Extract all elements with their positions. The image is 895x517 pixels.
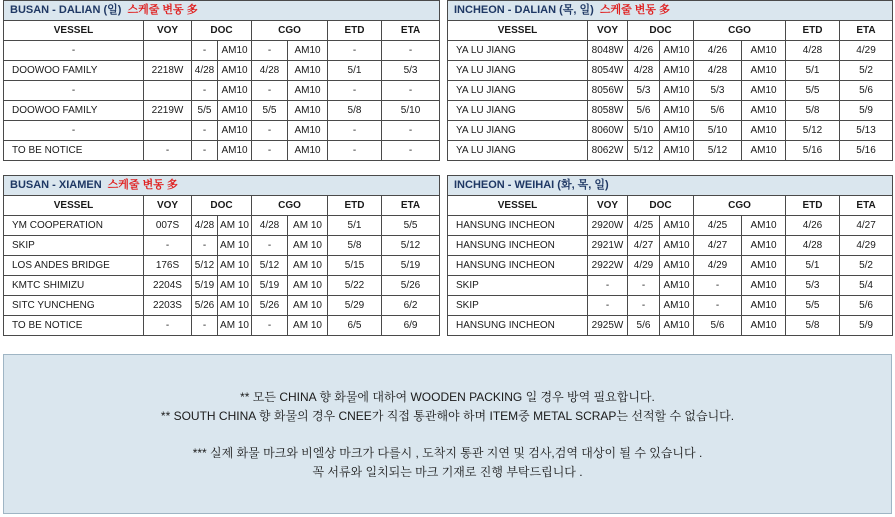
cell-voy: 2203S <box>144 296 192 316</box>
cell-vessel: HANSUNG INCHEON <box>448 256 588 276</box>
cell-cgo-time: AM10 <box>288 141 328 161</box>
cell-doc-date: 4/28 <box>628 61 660 81</box>
cell-cgo-date: - <box>252 141 288 161</box>
cell-vessel: DOOWOO FAMILY <box>4 101 144 121</box>
cell-eta: 5/19 <box>382 256 440 276</box>
cell-eta: 6/9 <box>382 316 440 336</box>
cell-eta: 5/6 <box>840 296 893 316</box>
header-doc: DOC <box>192 196 252 216</box>
cell-voy: - <box>588 276 628 296</box>
header-doc: DOC <box>192 21 252 41</box>
header-vessel: VESSEL <box>4 21 144 41</box>
header-voy: VOY <box>588 21 628 41</box>
table-row <box>4 216 440 236</box>
header-eta: ETA <box>840 196 893 216</box>
cell-doc-date: 4/28 <box>192 216 218 236</box>
cell-cgo-date: 4/26 <box>694 41 742 61</box>
table-row <box>4 256 440 276</box>
table-row <box>4 121 440 141</box>
cell-voy: 176S <box>144 256 192 276</box>
route-name: BUSAN - DALIAN (일) <box>10 4 122 16</box>
cell-cgo-date: - <box>252 236 288 256</box>
cell-voy: 2925W <box>588 316 628 336</box>
panel-busan-xiamen <box>3 175 439 336</box>
cell-eta: 5/13 <box>840 121 893 141</box>
cell-cgo-date: 5/3 <box>694 81 742 101</box>
cell-cgo-time: AM 10 <box>288 316 328 336</box>
cell-doc-time: AM10 <box>660 216 694 236</box>
cell-doc-time: AM10 <box>218 61 252 81</box>
header-voy: VOY <box>588 196 628 216</box>
notice-line-1: ** 모든 CHINA 향 화물에 대하여 WOODEN PACKING 일 경우 방역 필요합니다. <box>240 390 655 404</box>
header-vessel: VESSEL <box>4 196 144 216</box>
cell-doc-date: 5/26 <box>192 296 218 316</box>
cell-etd: 5/1 <box>328 61 382 81</box>
panel-incheon-dalian <box>447 0 892 161</box>
cell-cgo-date: 4/28 <box>252 216 288 236</box>
panel-busan-dalian <box>3 0 439 161</box>
route-title-row <box>448 1 893 21</box>
cell-doc-date: 4/27 <box>628 236 660 256</box>
cell-doc-date: - <box>192 81 218 101</box>
header-etd: ETD <box>786 196 840 216</box>
cell-doc-date: 4/26 <box>628 41 660 61</box>
table-row <box>4 296 440 316</box>
cell-doc-date: 5/5 <box>192 101 218 121</box>
route-name: INCHEON - DALIAN (목, 일) <box>454 4 594 16</box>
header-eta: ETA <box>382 196 440 216</box>
header-row <box>4 196 440 216</box>
cell-doc-time: AM10 <box>218 81 252 101</box>
cell-voy: 8060W <box>588 121 628 141</box>
cell-doc-time: AM10 <box>660 81 694 101</box>
cell-voy: - <box>144 236 192 256</box>
cell-cgo-date: 5/5 <box>252 101 288 121</box>
cell-voy: 2204S <box>144 276 192 296</box>
cell-doc-date: 5/12 <box>628 141 660 161</box>
table-row <box>4 141 440 161</box>
cell-doc-time: AM10 <box>660 236 694 256</box>
cell-vessel: - <box>4 41 144 61</box>
table-row <box>4 101 440 121</box>
cell-doc-time: AM10 <box>660 41 694 61</box>
cell-doc-time: AM10 <box>218 41 252 61</box>
cell-eta: 5/4 <box>840 276 893 296</box>
cell-cgo-time: AM10 <box>742 296 786 316</box>
schedule-warning: 스케줄 변동 多 <box>107 179 178 191</box>
route-title-row <box>4 1 440 21</box>
table-row <box>448 61 893 81</box>
cell-cgo-date: 4/28 <box>694 61 742 81</box>
header-cgo: CGO <box>694 21 786 41</box>
header-cgo: CGO <box>252 196 328 216</box>
cell-etd: 5/15 <box>328 256 382 276</box>
cell-doc-date: 4/25 <box>628 216 660 236</box>
cell-eta: - <box>382 81 440 101</box>
cell-vessel: HANSUNG INCHEON <box>448 316 588 336</box>
cell-cgo-date: - <box>252 316 288 336</box>
cell-cgo-time: AM10 <box>742 276 786 296</box>
cell-cgo-date: 5/10 <box>694 121 742 141</box>
route-title-cell <box>4 1 440 21</box>
cell-eta: - <box>382 121 440 141</box>
notice-line-3: *** 실제 화물 마크와 비엘상 마크가 다를시 , 도착지 통관 지연 및 검사,검역 대상이 될 수 있습니다 . <box>192 446 703 460</box>
schedule-table <box>447 175 893 336</box>
cell-vessel: - <box>4 121 144 141</box>
cell-eta: 5/5 <box>382 216 440 236</box>
cell-voy: 2218W <box>144 61 192 81</box>
header-doc: DOC <box>628 21 694 41</box>
header-voy: VOY <box>144 21 192 41</box>
cell-cgo-time: AM10 <box>742 81 786 101</box>
cell-cgo-time: AM10 <box>742 216 786 236</box>
cell-vessel: HANSUNG INCHEON <box>448 216 588 236</box>
header-vessel: VESSEL <box>448 21 588 41</box>
cell-etd: 5/1 <box>786 61 840 81</box>
table-row <box>4 41 440 61</box>
cell-etd: 5/5 <box>786 81 840 101</box>
cell-etd: 5/22 <box>328 276 382 296</box>
schedule-table <box>3 0 440 161</box>
header-etd: ETD <box>328 21 382 41</box>
cell-cgo-date: 4/27 <box>694 236 742 256</box>
cell-etd: 5/3 <box>786 276 840 296</box>
cell-cgo-time: AM10 <box>288 61 328 81</box>
cell-doc-date: 5/19 <box>192 276 218 296</box>
cell-voy: - <box>144 316 192 336</box>
table-row <box>448 296 893 316</box>
cell-cgo-date: 5/12 <box>694 141 742 161</box>
cell-cgo-date: 4/25 <box>694 216 742 236</box>
cell-doc-date: - <box>192 121 218 141</box>
table-row <box>4 236 440 256</box>
cell-etd: 5/5 <box>786 296 840 316</box>
cell-doc-time: AM10 <box>218 141 252 161</box>
cell-vessel: SKIP <box>4 236 144 256</box>
cell-voy <box>144 81 192 101</box>
cell-cgo-date: - <box>694 276 742 296</box>
cell-voy: 2920W <box>588 216 628 236</box>
cell-eta: 5/10 <box>382 101 440 121</box>
cell-etd: - <box>328 121 382 141</box>
cell-cgo-time: AM10 <box>288 121 328 141</box>
cell-voy: 8054W <box>588 61 628 81</box>
cell-doc-time: AM 10 <box>218 236 252 256</box>
cell-vessel: YA LU JIANG <box>448 41 588 61</box>
cell-cgo-time: AM10 <box>288 101 328 121</box>
cell-voy: 8048W <box>588 41 628 61</box>
cell-cgo-time: AM10 <box>742 101 786 121</box>
route-title-cell <box>448 176 893 196</box>
table-row <box>448 316 893 336</box>
cell-voy: - <box>144 141 192 161</box>
table-row <box>448 141 893 161</box>
cell-vessel: YA LU JIANG <box>448 121 588 141</box>
cell-doc-time: AM10 <box>660 256 694 276</box>
header-eta: ETA <box>382 21 440 41</box>
header-vessel: VESSEL <box>448 196 588 216</box>
cell-etd: 5/8 <box>786 101 840 121</box>
cell-eta: 5/9 <box>840 316 893 336</box>
cell-eta: 5/12 <box>382 236 440 256</box>
notice-box <box>3 354 892 514</box>
cell-etd: 5/12 <box>786 121 840 141</box>
cell-etd: 5/1 <box>786 256 840 276</box>
route-title-row <box>4 176 440 196</box>
cell-vessel: TO BE NOTICE <box>4 316 144 336</box>
cell-voy: - <box>588 296 628 316</box>
cell-vessel: YA LU JIANG <box>448 101 588 121</box>
cell-vessel: YA LU JIANG <box>448 61 588 81</box>
header-doc: DOC <box>628 196 694 216</box>
cell-doc-time: AM10 <box>660 101 694 121</box>
route-name: INCHEON - WEIHAI (화, 목, 일) <box>454 179 609 191</box>
cell-doc-time: AM10 <box>660 141 694 161</box>
route-title-cell <box>448 1 893 21</box>
cell-cgo-time: AM10 <box>742 316 786 336</box>
cell-doc-time: AM10 <box>660 296 694 316</box>
cell-eta: - <box>382 141 440 161</box>
cell-etd: 5/8 <box>328 236 382 256</box>
cell-voy: 007S <box>144 216 192 236</box>
cell-doc-time: AM10 <box>660 316 694 336</box>
cell-doc-time: AM 10 <box>218 256 252 276</box>
cell-doc-date: 4/28 <box>192 61 218 81</box>
schedule-warning: 스케줄 변동 多 <box>127 4 198 16</box>
cell-cgo-time: AM10 <box>742 121 786 141</box>
cell-cgo-date: 5/26 <box>252 296 288 316</box>
cell-vessel: YM COOPERATION <box>4 216 144 236</box>
cell-voy: 8062W <box>588 141 628 161</box>
cell-doc-time: AM 10 <box>218 276 252 296</box>
table-row <box>448 256 893 276</box>
cell-vessel: HANSUNG INCHEON <box>448 236 588 256</box>
table-row <box>4 81 440 101</box>
cell-etd: - <box>328 81 382 101</box>
cell-doc-time: AM10 <box>660 121 694 141</box>
header-cgo: CGO <box>252 21 328 41</box>
cell-cgo-time: AM 10 <box>288 296 328 316</box>
schedule-table <box>3 175 440 336</box>
cell-cgo-date: 5/12 <box>252 256 288 276</box>
cell-etd: 6/5 <box>328 316 382 336</box>
panel-incheon-weihai <box>447 175 892 336</box>
cell-etd: 5/1 <box>328 216 382 236</box>
cell-doc-date: - <box>192 316 218 336</box>
cell-doc-date: - <box>628 276 660 296</box>
cell-voy: 2219W <box>144 101 192 121</box>
cell-voy <box>144 121 192 141</box>
cell-cgo-time: AM 10 <box>288 256 328 276</box>
cell-doc-date: 5/10 <box>628 121 660 141</box>
schedule-table <box>447 0 893 161</box>
cell-eta: 5/2 <box>840 256 893 276</box>
cell-doc-time: AM10 <box>660 61 694 81</box>
header-etd: ETD <box>328 196 382 216</box>
table-row <box>448 121 893 141</box>
table-row <box>4 276 440 296</box>
cell-voy <box>144 41 192 61</box>
route-title-cell <box>4 176 440 196</box>
cell-doc-date: 5/3 <box>628 81 660 101</box>
route-name: BUSAN - XIAMEN <box>10 179 102 191</box>
cell-etd: 4/26 <box>786 216 840 236</box>
cell-cgo-date: - <box>252 41 288 61</box>
schedule-warning: 스케줄 변동 多 <box>599 4 671 16</box>
header-row <box>4 21 440 41</box>
cell-vessel: SKIP <box>448 276 588 296</box>
cell-cgo-time: AM 10 <box>288 216 328 236</box>
cell-doc-date: 4/29 <box>628 256 660 276</box>
cell-etd: - <box>328 41 382 61</box>
cell-eta: 4/29 <box>840 236 893 256</box>
cell-doc-date: - <box>628 296 660 316</box>
route-title-row <box>448 176 893 196</box>
cell-doc-time: AM10 <box>218 121 252 141</box>
cell-doc-date: 5/6 <box>628 316 660 336</box>
cell-doc-date: 5/6 <box>628 101 660 121</box>
cell-doc-date: 5/12 <box>192 256 218 276</box>
header-row <box>448 21 893 41</box>
cell-etd: 4/28 <box>786 236 840 256</box>
cell-eta: 5/9 <box>840 101 893 121</box>
table-row <box>448 41 893 61</box>
cell-etd: 5/8 <box>328 101 382 121</box>
cell-vessel: LOS ANDES BRIDGE <box>4 256 144 276</box>
cell-eta: 5/16 <box>840 141 893 161</box>
cell-doc-time: AM 10 <box>218 316 252 336</box>
cell-doc-time: AM 10 <box>218 296 252 316</box>
cell-cgo-date: - <box>252 121 288 141</box>
cell-vessel: KMTC SHIMIZU <box>4 276 144 296</box>
cell-doc-date: - <box>192 41 218 61</box>
table-row <box>448 276 893 296</box>
cell-vessel: TO BE NOTICE <box>4 141 144 161</box>
cell-etd: 4/28 <box>786 41 840 61</box>
cell-cgo-time: AM10 <box>742 256 786 276</box>
cell-eta: 4/29 <box>840 41 893 61</box>
cell-etd: 5/8 <box>786 316 840 336</box>
cell-doc-date: - <box>192 141 218 161</box>
cell-etd: 5/29 <box>328 296 382 316</box>
cell-cgo-time: AM10 <box>288 41 328 61</box>
cell-doc-time: AM 10 <box>218 216 252 236</box>
cell-eta: 6/2 <box>382 296 440 316</box>
cell-cgo-date: 5/6 <box>694 316 742 336</box>
cell-vessel: - <box>4 81 144 101</box>
cell-vessel: YA LU JIANG <box>448 141 588 161</box>
cell-cgo-date: 5/19 <box>252 276 288 296</box>
cell-doc-date: - <box>192 236 218 256</box>
cell-eta: 5/3 <box>382 61 440 81</box>
cell-cgo-time: AM10 <box>742 236 786 256</box>
table-row <box>448 216 893 236</box>
cell-vessel: DOOWOO FAMILY <box>4 61 144 81</box>
table-row <box>448 101 893 121</box>
cell-eta: 4/27 <box>840 216 893 236</box>
cell-eta: 5/6 <box>840 81 893 101</box>
cell-eta: 5/26 <box>382 276 440 296</box>
cell-etd: 5/16 <box>786 141 840 161</box>
cell-cgo-date: 4/28 <box>252 61 288 81</box>
notice-line-2: ** SOUTH CHINA 향 화물의 경우 CNEE가 직접 통관해야 하며 ITEM중 METAL SCRAP는 선적할 수 없습니다. <box>160 409 735 423</box>
cell-cgo-time: AM10 <box>742 61 786 81</box>
header-eta: ETA <box>840 21 893 41</box>
header-row <box>448 196 893 216</box>
cell-voy: 2922W <box>588 256 628 276</box>
cell-cgo-date: - <box>252 81 288 101</box>
cell-vessel: SKIP <box>448 296 588 316</box>
cell-cgo-time: AM10 <box>288 81 328 101</box>
cell-doc-time: AM10 <box>218 101 252 121</box>
table-row <box>448 236 893 256</box>
header-etd: ETD <box>786 21 840 41</box>
header-voy: VOY <box>144 196 192 216</box>
table-row <box>448 81 893 101</box>
cell-cgo-time: AM10 <box>742 41 786 61</box>
cell-cgo-date: - <box>694 296 742 316</box>
cell-eta: 5/2 <box>840 61 893 81</box>
cell-vessel: SITC YUNCHENG <box>4 296 144 316</box>
cell-doc-time: AM10 <box>660 276 694 296</box>
table-row <box>4 316 440 336</box>
cell-eta: - <box>382 41 440 61</box>
cell-voy: 8056W <box>588 81 628 101</box>
cell-cgo-time: AM 10 <box>288 236 328 256</box>
cell-voy: 2921W <box>588 236 628 256</box>
cell-cgo-time: AM 10 <box>288 276 328 296</box>
cell-cgo-time: AM10 <box>742 141 786 161</box>
notice-line-4: 꼭 서류와 일치되는 마크 기재로 진행 부탁드립니다 . <box>312 465 583 479</box>
cell-cgo-date: 4/29 <box>694 256 742 276</box>
cell-voy: 8058W <box>588 101 628 121</box>
header-cgo: CGO <box>694 196 786 216</box>
cell-cgo-date: 5/6 <box>694 101 742 121</box>
cell-vessel: YA LU JIANG <box>448 81 588 101</box>
table-row <box>4 61 440 81</box>
cell-etd: - <box>328 141 382 161</box>
